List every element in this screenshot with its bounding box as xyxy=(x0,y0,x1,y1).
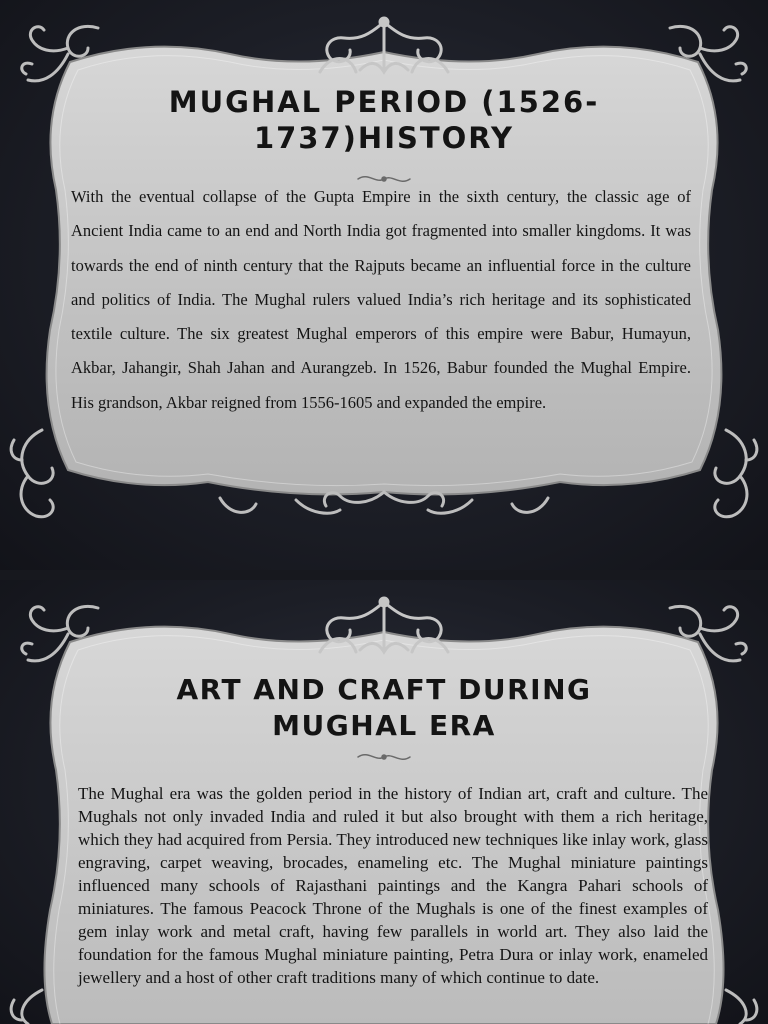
floral-crest-icon xyxy=(300,594,468,664)
slide-title: MUGHAL PERIOD (1526-1737)HISTORY xyxy=(168,85,600,155)
floral-crest-icon xyxy=(300,14,468,84)
scroll-ornament-icon xyxy=(686,420,766,530)
slide-2 xyxy=(0,580,768,1024)
slide-title: ART AND CRAFT DURING MUGHAL ERA xyxy=(176,673,592,742)
flourish-divider-icon xyxy=(354,750,414,764)
scroll-ornament-icon xyxy=(2,420,82,530)
slide-gap xyxy=(0,570,768,580)
slide-body-text: With the eventual collapse of the Gupta Empire in the sixth century, the classic age of Ancient India came to an end and North India got fragmented into smaller kingdoms. It was towards the end of ninth century that the Rajputs became an influential force in the culture and politics of India. The Mughal rulers valued India’s rich heritage and its sophisticated textile culture. The six greatest Mughal emperors of this empire were Babur, Humayun, Akbar, Jahangir, Shah Jahan and Aurangzeb. In 1526, Babur founded the Mughal Empire. His grandson, Akbar reigned from 1556-1605 and expanded the empire. xyxy=(71,187,691,412)
flourish-divider-icon xyxy=(200,486,568,534)
scroll-ornament-icon xyxy=(2,980,62,1024)
scroll-ornament-icon xyxy=(8,14,128,104)
scroll-ornament-icon xyxy=(706,980,766,1024)
scroll-ornament-icon xyxy=(640,14,760,104)
scroll-ornament-icon xyxy=(8,594,128,684)
slide-body-text: The Mughal era was the golden period in the history of Indian art, craft and culture. The Mughals not only invaded India and ruled it but also brought with them a rich heritage, which they had acquired from Persia. They introduced new techniques like inlay work, glass engraving, carpet weaving, brocades, enameling etc. The Mughal miniature paintings influenced many schools of Rajasthani paintings and the Kangra Pahari schools of miniatures. The famous Peacock Throne of the Mughals is one of the finest examples of gem inlay work and metal craft, having few parallels in world art. They also laid the foundation for the famous Mughal miniature painting, Petra Dura or inlay work, enameled jewellery and a host of other craft traditions many of which continue to date. xyxy=(78,784,708,987)
scroll-ornament-icon xyxy=(640,594,760,684)
